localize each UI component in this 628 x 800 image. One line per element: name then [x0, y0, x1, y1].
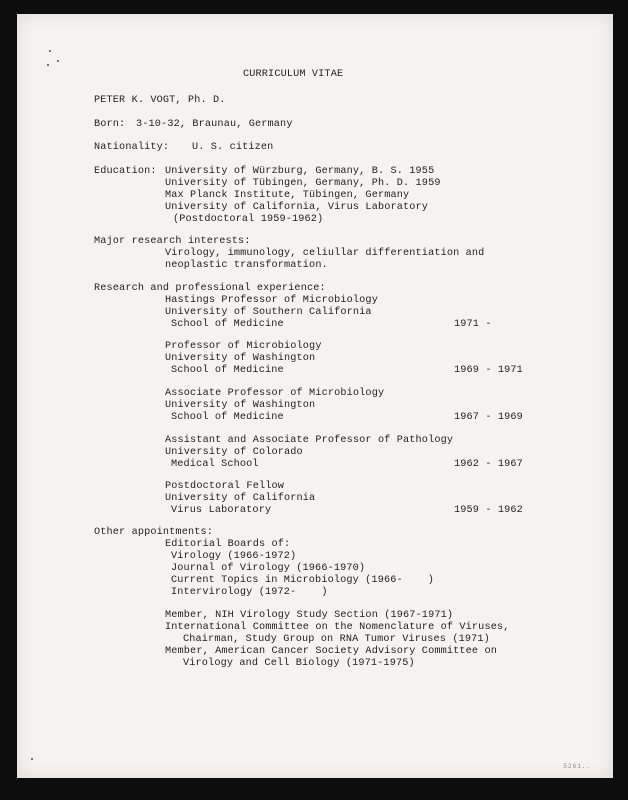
- position-unit: Medical School: [171, 459, 259, 470]
- committee-line: International Committee on the Nomenclature of Viruses,: [165, 622, 510, 633]
- position-title: Professor of Microbiology: [165, 341, 322, 352]
- education-line: University of Würzburg, Germany, B. S. 1955: [165, 166, 435, 177]
- education-line: (Postdoctoral 1959-1962): [173, 214, 324, 225]
- speck: [57, 60, 59, 62]
- born-label: Born:: [94, 119, 126, 130]
- person-name: PETER K. VOGT, Ph. D.: [94, 95, 226, 106]
- education-line: University of California, Virus Laboratory: [165, 202, 429, 213]
- position-dates: 1969 - 1971: [454, 365, 523, 376]
- education-line: University of Tübingen, Germany, Ph. D. 1959: [165, 178, 441, 189]
- position-unit: School of Medicine: [171, 412, 284, 423]
- position-dates: 1962 - 1967: [454, 459, 523, 470]
- position-institution: University of Washington: [165, 400, 316, 411]
- committee-line: Chairman, Study Group on RNA Tumor Viruses (1971): [183, 634, 490, 645]
- position-dates: 1971 -: [454, 319, 492, 330]
- editorial-board: Intervirology (1972- ): [171, 587, 328, 598]
- position-dates: 1959 - 1962: [454, 505, 523, 516]
- committee-line: Member, NIH Virology Study Section (1967-1971): [165, 610, 454, 621]
- position-title: Postdoctoral Fellow: [165, 481, 285, 492]
- speck: [49, 50, 51, 52]
- committee-line: Virology and Cell Biology (1971-1975): [183, 658, 415, 669]
- document-title: CURRICULUM VITAE: [243, 69, 344, 80]
- nationality-label: Nationality:: [94, 142, 170, 153]
- position-dates: 1967 - 1969: [454, 412, 523, 423]
- committee-line: Member, American Cancer Society Advisory Committee on: [165, 646, 497, 657]
- education-line: Max Planck Institute, Tübingen, Germany: [165, 190, 410, 201]
- position-institution: University of California: [165, 493, 316, 504]
- research-interests-line: neoplastic transformation.: [165, 260, 328, 271]
- editorial-board: Journal of Virology (1966-1970): [171, 563, 366, 574]
- born-value: 3-10-32, Braunau, Germany: [136, 119, 293, 130]
- position-institution: University of Southern California: [165, 307, 372, 318]
- position-title: Assistant and Associate Professor of Pathology: [165, 435, 454, 446]
- position-institution: University of Washington: [165, 353, 316, 364]
- position-institution: University of Colorado: [165, 447, 303, 458]
- research-interests-line: Virology, immunology, celiullar differentiation and: [165, 248, 485, 259]
- document-page: [17, 14, 613, 778]
- speck: [47, 64, 49, 66]
- nationality-value: U. S. citizen: [192, 142, 274, 153]
- position-unit: Virus Laboratory: [171, 505, 272, 516]
- position-unit: School of Medicine: [171, 365, 284, 376]
- editorial-board: Current Topics in Microbiology (1966- ): [171, 575, 435, 586]
- education-label: Education:: [94, 166, 157, 177]
- appointments-label: Other appointments:: [94, 527, 214, 538]
- position-title: Associate Professor of Microbiology: [165, 388, 385, 399]
- speck: [31, 758, 33, 760]
- experience-label: Research and professional experience:: [94, 283, 326, 294]
- editorial-board: Virology (1966-1972): [171, 551, 297, 562]
- footer-mark: 5261..: [563, 763, 591, 770]
- editorial-heading: Editorial Boards of:: [165, 539, 291, 550]
- position-unit: School of Medicine: [171, 319, 284, 330]
- research-interests-label: Major research interests:: [94, 236, 251, 247]
- position-title: Hastings Professor of Microbiology: [165, 295, 378, 306]
